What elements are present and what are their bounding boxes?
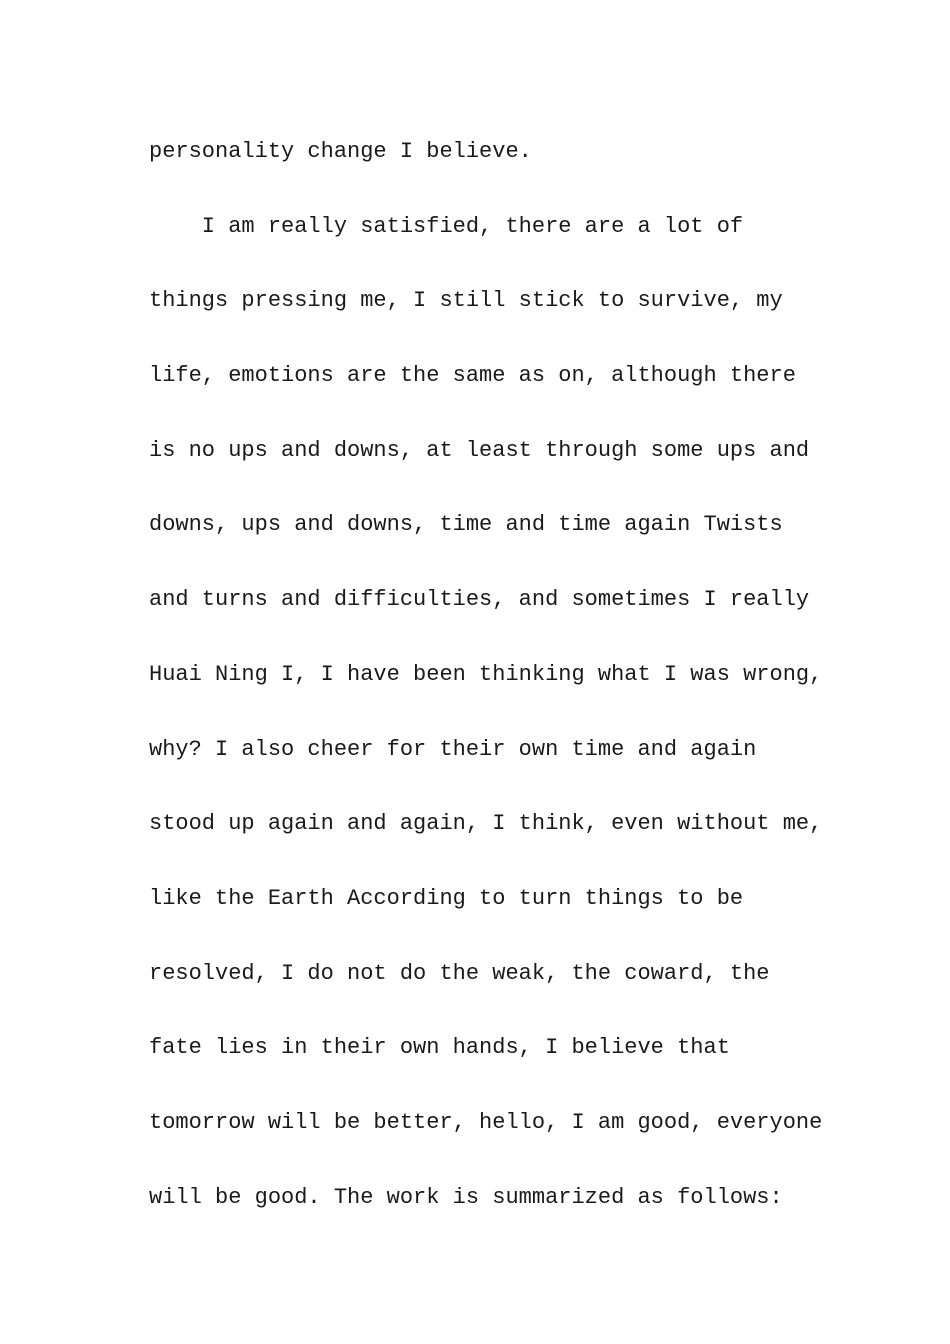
text-line: I am really satisfied, there are a lot of	[149, 213, 744, 239]
text-line: downs, ups and downs, time and time again Twists	[149, 512, 783, 538]
body-text	[149, 133, 839, 1253]
text-line: fate lies in their own hands, I believe that	[149, 1035, 730, 1061]
text-line: like the Earth According to turn things to be	[149, 885, 744, 911]
text-line: will be good. The work is summarized as follows:	[149, 1184, 783, 1210]
text-line: stood up again and again, I think, even without me,	[149, 811, 823, 837]
text-line: resolved, I do not do the weak, the coward, the	[149, 960, 770, 986]
text-line: Huai Ning I, I have been thinking what I was wrong,	[149, 661, 823, 687]
text-line: tomorrow will be better, hello, I am good, everyone	[149, 1109, 823, 1135]
text-line: things pressing me, I still stick to survive, my	[149, 288, 783, 314]
text-line: why? I also cheer for their own time and again	[149, 736, 757, 762]
text-line: personality change I believe.	[149, 139, 532, 164]
text-line: and turns and difficulties, and sometimes I really	[149, 587, 810, 613]
text-line: life, emotions are the same as on, although there	[149, 363, 796, 389]
text-line: is no ups and downs, at least through some ups and	[149, 437, 810, 463]
